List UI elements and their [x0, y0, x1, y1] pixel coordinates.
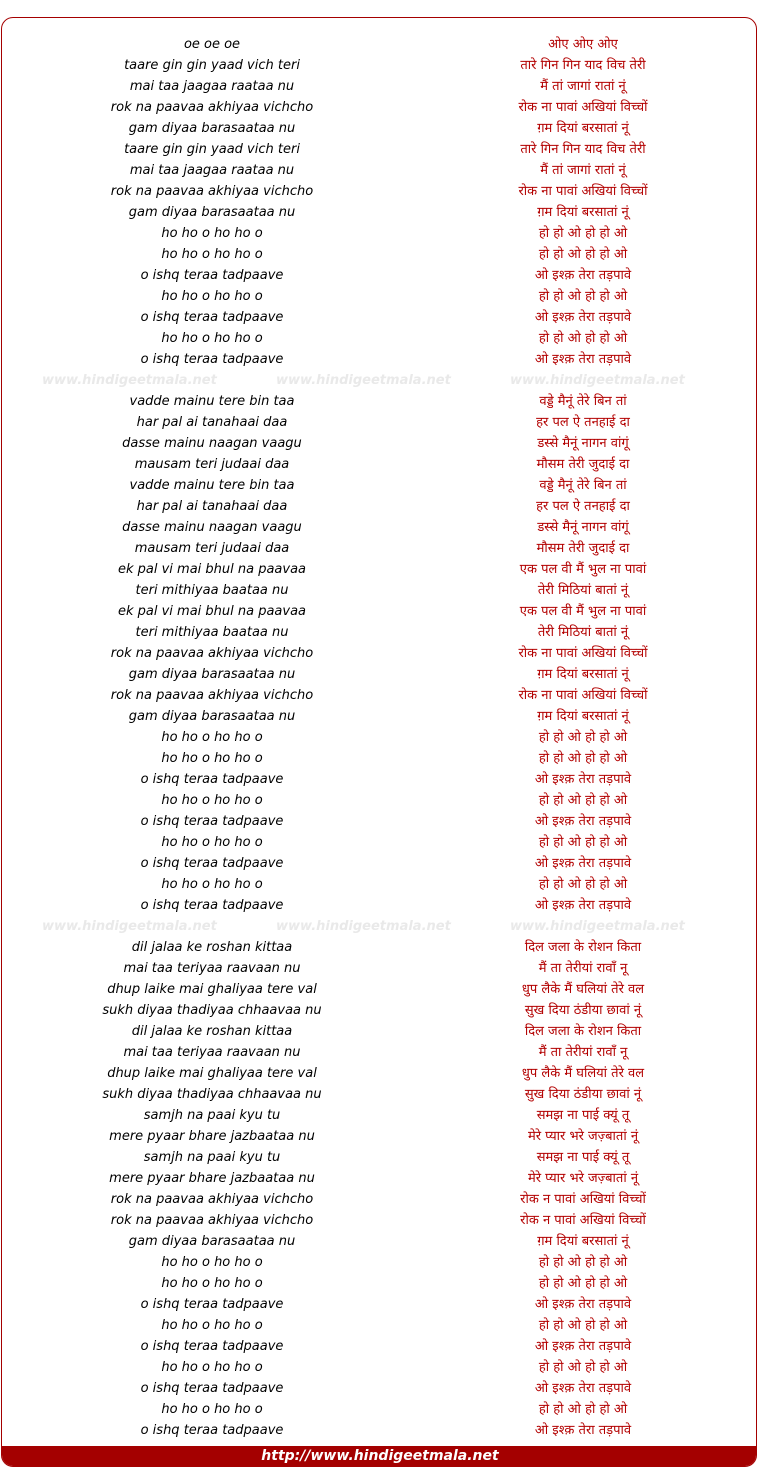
watermark [2, 370, 757, 391]
lyric-line [2, 832, 757, 853]
lyric-line [2, 1000, 757, 1021]
lyric-romanized: dil jalaa ke roshan kittaa [131, 940, 293, 955]
lyric-line [2, 664, 757, 685]
lyric-devanagari: ओ इश्क़ तेरा तड़पावे [534, 856, 632, 871]
lyric-romanized: dasse mainu naagan vaagu [122, 520, 302, 535]
lyric-romanized: gam diyaa barasaataa nu [128, 709, 296, 724]
lyric-romanized: har pal ai tanahaai daa [136, 415, 288, 430]
lyric-devanagari: डस्से मैनूं नागन वांगूं [537, 436, 629, 451]
lyric-devanagari: धुप लैके मैं घलियां तेरे वल [521, 1066, 645, 1081]
lyric-romanized: mai taa teriyaa raavaan nu [123, 1045, 301, 1060]
lyric-line [2, 307, 757, 328]
lyric-line [2, 286, 757, 307]
lyric-line [2, 1420, 757, 1441]
lyric-devanagari: तारे गिन गिन याद विच तेरी [520, 58, 646, 73]
lyric-line [2, 1021, 757, 1042]
lyric-line [2, 496, 757, 517]
lyric-devanagari: दिल जला के रोशन किता [524, 940, 642, 955]
lyric-devanagari: सुख दिया ठंडीया छावां नूं [524, 1003, 642, 1018]
watermark-text: www.hindigeetmala.net [276, 919, 451, 934]
lyric-devanagari: रोक न पावां अखियां विच्चों [520, 1192, 646, 1207]
lyric-line [2, 1105, 757, 1126]
lyric-line [2, 874, 757, 895]
lyric-line [2, 1357, 757, 1378]
lyric-line [2, 1210, 757, 1231]
lyric-romanized: sukh diyaa thadiyaa chhaavaa nu [102, 1087, 322, 1102]
lyric-devanagari: तेरी मिठियां बातां नूं [537, 583, 629, 598]
lyric-line [2, 1252, 757, 1273]
lyric-romanized: ho ho o ho ho o [161, 1318, 263, 1333]
lyric-line [2, 1126, 757, 1147]
lyric-romanized: samjh na paai kyu tu [143, 1108, 281, 1123]
lyric-devanagari: हो हो ओ हो हो ओ [538, 1318, 628, 1333]
lyric-romanized: rok na paavaa akhiyaa vichcho [110, 184, 314, 199]
lyric-romanized: mai taa jaagaa raataa nu [129, 79, 295, 94]
lyric-line [2, 181, 757, 202]
lyric-devanagari: मैं तां जागां रातां नूं [540, 163, 626, 178]
lyric-romanized: ho ho o ho ho o [161, 835, 263, 850]
lyric-devanagari: तेरी मिठियां बातां नूं [537, 625, 629, 640]
lyric-devanagari: ओ इश्क़ तेरा तड़पावे [534, 1339, 632, 1354]
lyric-romanized: o ishq teraa tadpaave [140, 268, 284, 283]
lyric-romanized: ho ho o ho ho o [161, 331, 263, 346]
lyric-devanagari: ओ इश्क़ तेरा तड़पावे [534, 1297, 632, 1312]
watermark-text: www.hindigeetmala.net [42, 919, 217, 934]
lyric-line [2, 706, 757, 727]
lyric-line [2, 727, 757, 748]
lyric-romanized: o ishq teraa tadpaave [140, 310, 284, 325]
lyric-line [2, 517, 757, 538]
lyric-romanized: dasse mainu naagan vaagu [122, 436, 302, 451]
lyric-devanagari: मौसम तेरी जुदाई दा [536, 541, 630, 556]
lyric-devanagari: एक पल वी मैं भुल ना पावां [519, 604, 647, 619]
lyric-romanized: ho ho o ho ho o [161, 730, 263, 745]
lyrics-block [2, 34, 757, 1441]
lyrics-frame [1, 17, 757, 1467]
lyric-devanagari: मौसम तेरी जुदाई दा [536, 457, 630, 472]
lyric-line [2, 202, 757, 223]
lyric-line [2, 622, 757, 643]
lyric-line [2, 979, 757, 1000]
lyric-romanized: vadde mainu tere bin taa [129, 478, 295, 493]
lyric-line [2, 1189, 757, 1210]
lyric-line [2, 1063, 757, 1084]
lyric-devanagari: हर पल ऐ तनहाई दा [536, 499, 630, 514]
lyric-line [2, 1231, 757, 1252]
lyric-line [2, 559, 757, 580]
lyric-line [2, 1147, 757, 1168]
lyric-devanagari: रोक ना पावां अखियां विच्चों [518, 688, 648, 703]
lyric-devanagari: तारे गिन गिन याद विच तेरी [520, 142, 646, 157]
lyric-devanagari: ओ इश्क़ तेरा तड़पावे [534, 772, 632, 787]
lyric-romanized: ho ho o ho ho o [161, 877, 263, 892]
lyric-devanagari: वड्डे मैनूं तेरे बिन तां [539, 394, 627, 409]
lyric-romanized: ho ho o ho ho o [161, 289, 263, 304]
lyric-line [2, 937, 757, 958]
lyric-romanized: dil jalaa ke roshan kittaa [131, 1024, 293, 1039]
lyric-romanized: sukh diyaa thadiyaa chhaavaa nu [102, 1003, 322, 1018]
lyric-romanized: oe oe oe [183, 37, 241, 52]
lyric-devanagari: मैं ता तेरीयां रावाँ नू [538, 1045, 628, 1060]
lyric-line [2, 1042, 757, 1063]
lyric-romanized: rok na paavaa akhiyaa vichcho [110, 688, 314, 703]
lyric-line [2, 433, 757, 454]
lyric-line [2, 1399, 757, 1420]
lyric-devanagari: हो हो ओ हो हो ओ [538, 247, 628, 262]
lyric-devanagari: हो हो ओ हो हो ओ [538, 1276, 628, 1291]
lyric-romanized: teri mithiyaa baataa nu [135, 583, 289, 598]
lyric-romanized: samjh na paai kyu tu [143, 1150, 281, 1165]
lyric-romanized: o ishq teraa tadpaave [140, 814, 284, 829]
lyric-line [2, 811, 757, 832]
lyric-romanized: mausam teri judaai daa [134, 541, 290, 556]
lyric-line [2, 601, 757, 622]
lyric-devanagari: ग़म दियां बरसातां नूं [537, 205, 629, 220]
lyric-line [2, 34, 757, 55]
lyric-devanagari: ग़म दियां बरसातां नूं [537, 667, 629, 682]
lyric-devanagari: हो हो ओ हो हो ओ [538, 331, 628, 346]
lyric-line [2, 475, 757, 496]
lyric-devanagari: मैं तां जागां रातां नूं [540, 79, 626, 94]
lyric-line [2, 55, 757, 76]
lyric-line [2, 454, 757, 475]
lyric-devanagari: हो हो ओ हो हो ओ [538, 751, 628, 766]
lyric-romanized: ho ho o ho ho o [161, 1276, 263, 1291]
lyric-devanagari: ग़म दियां बरसातां नूं [537, 121, 629, 136]
lyric-devanagari: मेरे प्यार भरे जज़्बातां नूं [527, 1171, 639, 1186]
lyric-line [2, 748, 757, 769]
lyric-line [2, 1315, 757, 1336]
lyric-romanized: gam diyaa barasaataa nu [128, 1234, 296, 1249]
lyric-romanized: dhup laike mai ghaliyaa tere val [107, 1066, 317, 1081]
lyric-line [2, 76, 757, 97]
lyric-devanagari: रोक ना पावां अखियां विच्चों [518, 100, 648, 115]
lyric-romanized: gam diyaa barasaataa nu [128, 667, 296, 682]
lyric-line [2, 685, 757, 706]
lyric-romanized: ho ho o ho ho o [161, 751, 263, 766]
lyric-line [2, 790, 757, 811]
lyric-romanized: ho ho o ho ho o [161, 1402, 263, 1417]
lyric-devanagari: रोक न पावां अखियां विच्चों [520, 1213, 646, 1228]
lyric-romanized: o ishq teraa tadpaave [140, 1423, 284, 1438]
lyric-devanagari: वड्डे मैनूं तेरे बिन तां [539, 478, 627, 493]
lyric-romanized: mausam teri judaai daa [134, 457, 290, 472]
lyric-line [2, 1378, 757, 1399]
lyric-romanized: gam diyaa barasaataa nu [128, 121, 296, 136]
watermark-text: www.hindigeetmala.net [42, 373, 217, 388]
lyric-line [2, 244, 757, 265]
lyric-devanagari: ओ इश्क़ तेरा तड़पावे [534, 1423, 632, 1438]
lyric-romanized: o ishq teraa tadpaave [140, 1339, 284, 1354]
lyric-devanagari: एक पल वी मैं भुल ना पावां [519, 562, 647, 577]
footer-url-link[interactable]: http://www.hindigeetmala.net [261, 1448, 499, 1464]
lyric-romanized: mai taa jaagaa raataa nu [129, 163, 295, 178]
lyric-devanagari: रोक ना पावां अखियां विच्चों [518, 646, 648, 661]
lyric-romanized: o ishq teraa tadpaave [140, 1297, 284, 1312]
lyric-devanagari: सुख दिया ठंडीया छावां नूं [524, 1087, 642, 1102]
lyric-romanized: ek pal vi mai bhul na paavaa [117, 604, 307, 619]
lyric-devanagari: ओ इश्क़ तेरा तड़पावे [534, 814, 632, 829]
lyric-devanagari: हो हो ओ हो हो ओ [538, 1402, 628, 1417]
lyric-line [2, 391, 757, 412]
lyric-romanized: mere pyaar bhare jazbaataa nu [109, 1129, 315, 1144]
lyric-romanized: rok na paavaa akhiyaa vichcho [110, 1192, 314, 1207]
lyric-line [2, 643, 757, 664]
lyric-line [2, 958, 757, 979]
lyric-devanagari: हो हो ओ हो हो ओ [538, 793, 628, 808]
lyric-line [2, 139, 757, 160]
lyric-line [2, 853, 757, 874]
lyric-romanized: o ishq teraa tadpaave [140, 772, 284, 787]
lyric-line [2, 412, 757, 433]
watermark [2, 916, 757, 937]
lyric-line [2, 328, 757, 349]
lyric-devanagari: हो हो ओ हो हो ओ [538, 877, 628, 892]
lyric-romanized: ho ho o ho ho o [161, 1255, 263, 1270]
lyric-devanagari: हो हो ओ हो हो ओ [538, 1360, 628, 1375]
lyric-romanized: ho ho o ho ho o [161, 1360, 263, 1375]
lyric-romanized: vadde mainu tere bin taa [129, 394, 295, 409]
lyric-devanagari: ग़म दियां बरसातां नूं [537, 1234, 629, 1249]
watermark-text: www.hindigeetmala.net [510, 919, 685, 934]
lyric-romanized: ho ho o ho ho o [161, 226, 263, 241]
lyric-romanized: taare gin gin yaad vich teri [124, 58, 300, 73]
lyric-devanagari: ओ इश्क़ तेरा तड़पावे [534, 310, 632, 325]
lyric-romanized: o ishq teraa tadpaave [140, 898, 284, 913]
lyric-devanagari: ओ इश्क़ तेरा तड़पावे [534, 1381, 632, 1396]
watermark-text: www.hindigeetmala.net [510, 373, 685, 388]
lyric-devanagari: हो हो ओ हो हो ओ [538, 835, 628, 850]
lyric-devanagari: समझ ना पाई क्यूं तू [536, 1150, 630, 1165]
lyric-romanized: rok na paavaa akhiyaa vichcho [110, 646, 314, 661]
lyric-devanagari: हो हो ओ हो हो ओ [538, 289, 628, 304]
lyric-line [2, 895, 757, 916]
lyric-romanized: teri mithiyaa baataa nu [135, 625, 289, 640]
lyric-romanized: o ishq teraa tadpaave [140, 856, 284, 871]
lyric-romanized: rok na paavaa akhiyaa vichcho [110, 100, 314, 115]
lyric-devanagari: धुप लैके मैं घलियां तेरे वल [521, 982, 645, 997]
lyric-romanized: mere pyaar bhare jazbaataa nu [109, 1171, 315, 1186]
lyric-line [2, 1336, 757, 1357]
lyric-devanagari: ओ इश्क़ तेरा तड़पावे [534, 268, 632, 283]
lyric-romanized: taare gin gin yaad vich teri [124, 142, 300, 157]
lyric-line [2, 118, 757, 139]
lyric-romanized: ho ho o ho ho o [161, 247, 263, 262]
lyric-devanagari: मैं ता तेरीयां रावाँ नू [538, 961, 628, 976]
lyric-romanized: mai taa teriyaa raavaan nu [123, 961, 301, 976]
watermark-row [2, 370, 757, 391]
lyric-devanagari: हो हो ओ हो हो ओ [538, 730, 628, 745]
lyric-line [2, 538, 757, 559]
lyric-devanagari: दिल जला के रोशन किता [524, 1024, 642, 1039]
lyric-line [2, 160, 757, 181]
lyric-devanagari: मेरे प्यार भरे जज़्बातां नूं [527, 1129, 639, 1144]
lyric-devanagari: समझ ना पाई क्यूं तू [536, 1108, 630, 1123]
lyric-line [2, 580, 757, 601]
lyric-romanized: ho ho o ho ho o [161, 793, 263, 808]
lyric-romanized: gam diyaa barasaataa nu [128, 205, 296, 220]
footer-bar [2, 1446, 757, 1466]
lyric-romanized: o ishq teraa tadpaave [140, 1381, 284, 1396]
lyric-romanized: ek pal vi mai bhul na paavaa [117, 562, 307, 577]
lyric-line [2, 265, 757, 286]
lyric-romanized: har pal ai tanahaai daa [136, 499, 288, 514]
lyric-line [2, 1084, 757, 1105]
lyric-devanagari: ओ इश्क़ तेरा तड़पावे [534, 352, 632, 367]
lyric-romanized: o ishq teraa tadpaave [140, 352, 284, 367]
lyric-devanagari: हो हो ओ हो हो ओ [538, 1255, 628, 1270]
lyric-devanagari: हो हो ओ हो हो ओ [538, 226, 628, 241]
lyric-line [2, 223, 757, 244]
lyric-devanagari: डस्से मैनूं नागन वांगूं [537, 520, 629, 535]
lyric-line [2, 97, 757, 118]
lyric-romanized: rok na paavaa akhiyaa vichcho [110, 1213, 314, 1228]
watermark-text: www.hindigeetmala.net [276, 373, 451, 388]
lyric-line [2, 1294, 757, 1315]
lyric-devanagari: रोक ना पावां अखियां विच्चों [518, 184, 648, 199]
watermark-row [2, 916, 757, 937]
lyric-devanagari: ओए ओए ओए [548, 37, 618, 52]
lyric-devanagari: ग़म दियां बरसातां नूं [537, 709, 629, 724]
lyric-line [2, 769, 757, 790]
lyric-devanagari: ओ इश्क़ तेरा तड़पावे [534, 898, 632, 913]
lyric-devanagari: हर पल ऐ तनहाई दा [536, 415, 630, 430]
lyric-line [2, 1168, 757, 1189]
lyric-romanized: dhup laike mai ghaliyaa tere val [107, 982, 317, 997]
lyric-line [2, 349, 757, 370]
lyric-line [2, 1273, 757, 1294]
